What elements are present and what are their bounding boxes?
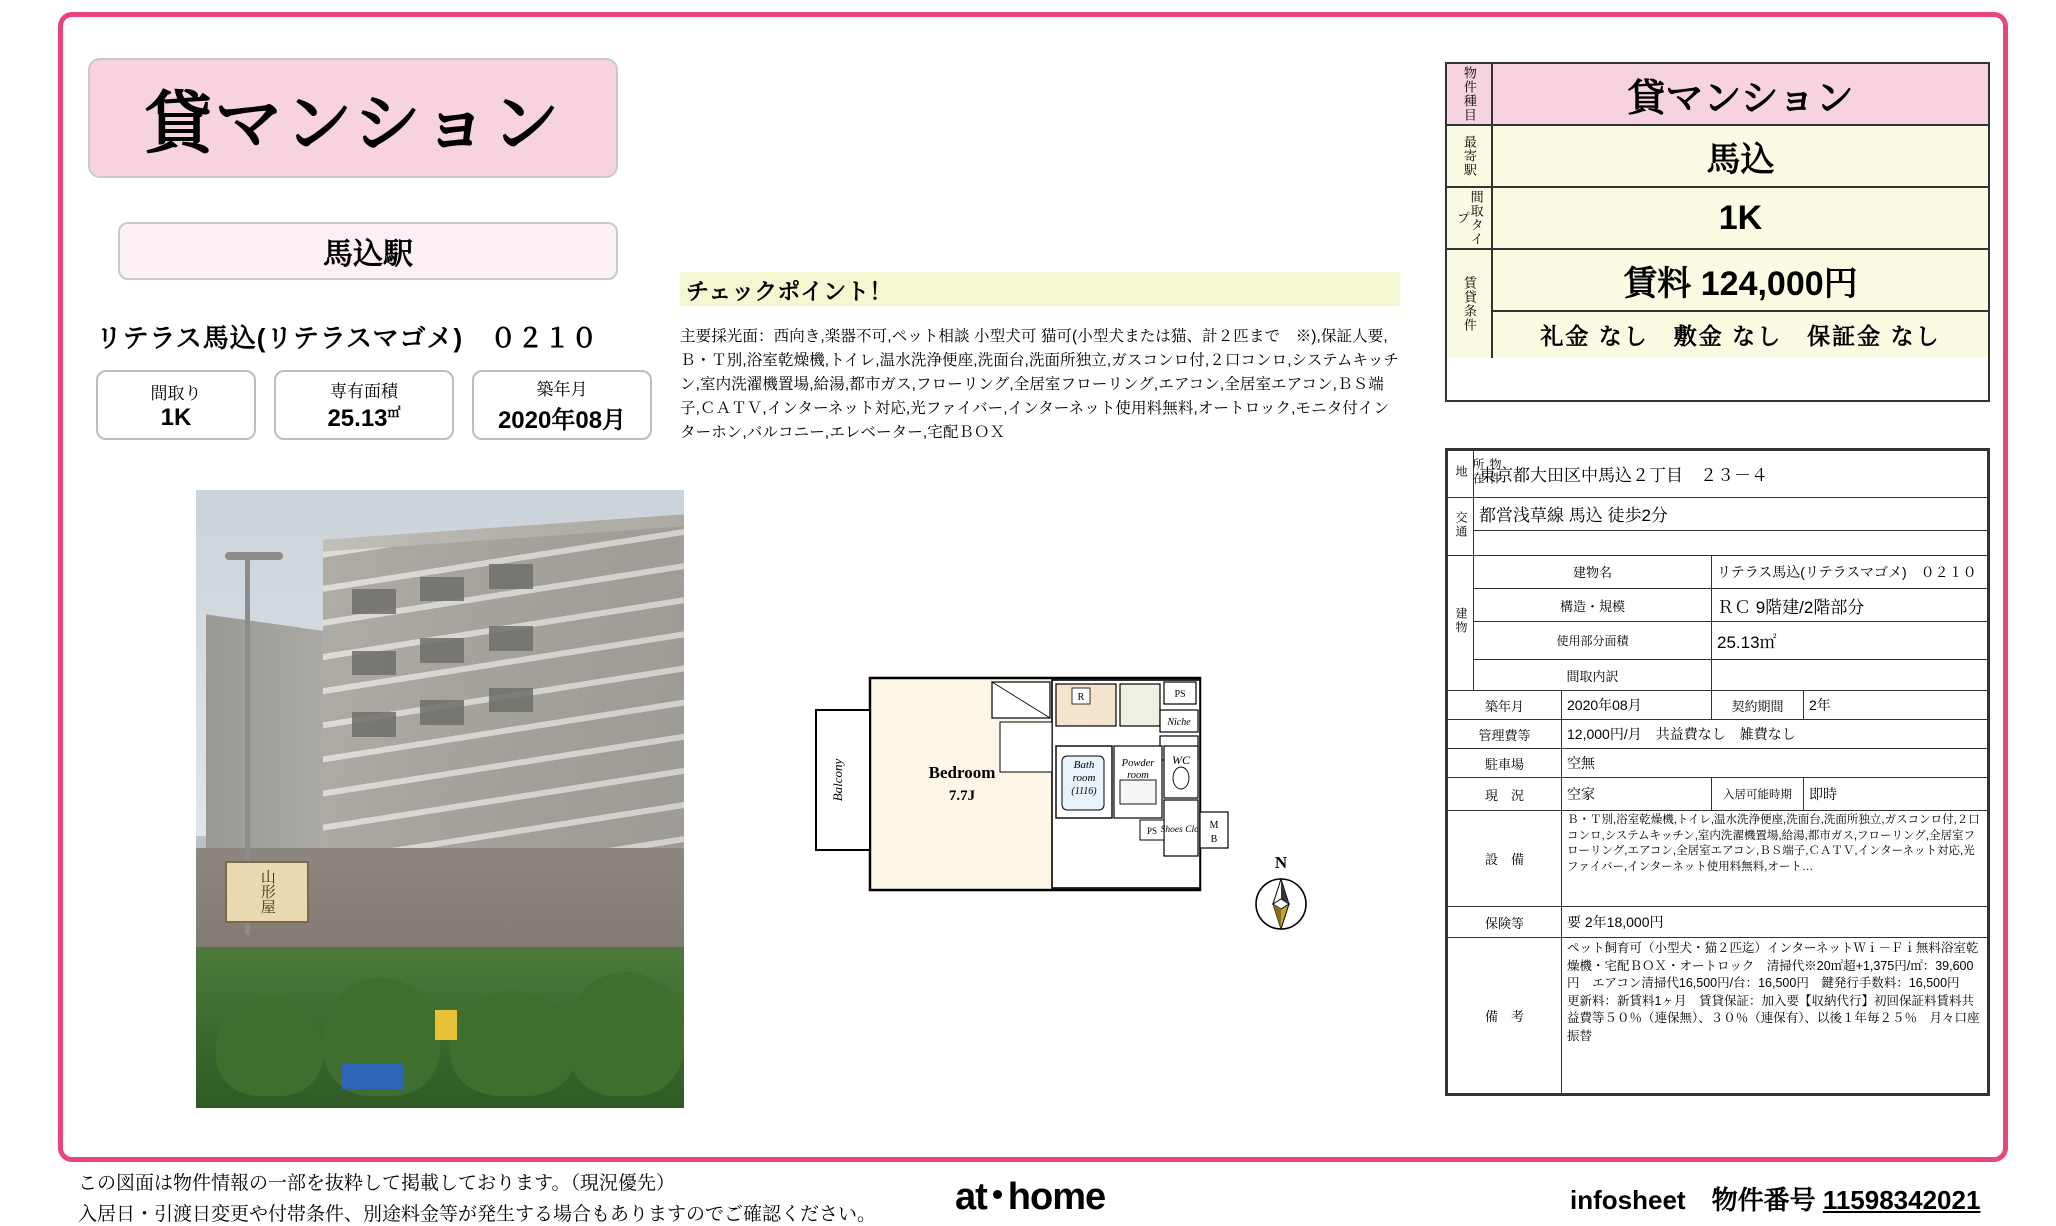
detail-address-value: 東京都大田区中馬込２丁目 ２３－４: [1474, 451, 1988, 498]
athome-logo-dot: [993, 1190, 1002, 1199]
photo-window: [489, 626, 533, 651]
detail-area-value: 25.13㎡: [1712, 622, 1988, 660]
station-name: 馬込駅: [323, 238, 413, 271]
detail-contract-label: 契約期間: [1712, 691, 1804, 720]
photo-yellow-sign: [435, 1010, 457, 1040]
detail-row-mgmt: [1448, 720, 1988, 749]
footer-note-1: この図面は物件情報の一部を抜粋して掲載しております。（現況優先）: [78, 1173, 675, 1194]
checkpoint-title: チェックポイント！: [686, 277, 893, 304]
athome-logo-at: at: [955, 1176, 987, 1218]
photo-bush: [450, 991, 577, 1096]
summary-row-station: [1447, 126, 1988, 188]
footer-note-2: 入居日・引渡日変更や付帯条件、別途料金等が発生する場合もありますのでご確認ください。: [78, 1204, 877, 1225]
summary-deposit-value: 礼金 なし 敷金 なし 保証金 なし: [1540, 322, 1941, 349]
summary-row-type-label: 物件種目: [1447, 64, 1493, 124]
detail-movein-label: 入居可能時期: [1712, 777, 1804, 810]
infosheet-label: infosheet 物件番号: [1570, 1185, 1816, 1215]
pill-layout-label: 間取り: [150, 383, 202, 403]
detail-area-label: 使用部分面積: [1474, 622, 1712, 660]
detail-row-transport2: [1448, 531, 1988, 555]
detail-building-name-value: リテラス馬込(リテラスマゴメ) ０２１０: [1712, 555, 1988, 588]
detail-transport-label: 交通: [1448, 497, 1474, 555]
summary-row-station-value: 馬込: [1706, 140, 1775, 179]
svg-text:Shoes Clo.: Shoes Clo.: [1160, 825, 1202, 835]
checkpoint-body: 主要採光面：西向き,楽器不可,ペット相談 小型犬可 猫可(小型犬または猫、計２匹まで ※),保証人要,Ｂ・Ｔ別,浴室乾燥機,トイレ,温水洗浄便座,洗面台,洗面所独立,ガスコンロ付,２口コンロ,システムキッチン,室内洗濯機置場,給湯,都市ガス,フローリング,全居室フローリング,エアコン,全居室エアコン,ＢＳ端子,ＣＡＴＶ,インターネット対応,光ファイバー,インターネット使用料無料,オートロック,モニタ付インターホン,バルコニー,エレベーター,宅配ＢＯＸ: [680, 328, 1400, 442]
photo-pole-arm: [225, 552, 283, 560]
detail-row-address: [1448, 451, 1988, 498]
photo-window: [489, 564, 533, 589]
summary-row-layout-value: 1K: [1718, 198, 1763, 237]
detail-row-layout: [1448, 660, 1988, 691]
detail-layout-label: 間取内訳: [1474, 660, 1712, 691]
svg-text:R: R: [1077, 692, 1085, 703]
photo-shop-sign: 山形屋: [225, 861, 309, 923]
building-name-heading: リテラス馬込(リテラスマゴメ) ０２１０: [96, 323, 599, 353]
photo-window: [420, 700, 464, 725]
pill-built: [472, 370, 652, 440]
detail-transport-value: 都営浅草線 馬込 徒歩2分: [1474, 497, 1988, 530]
svg-text:WC: WC: [1172, 753, 1190, 767]
detail-layout-value: [1712, 660, 1988, 691]
svg-text:B: B: [1210, 834, 1218, 845]
property-number: 11598342021: [1822, 1185, 1981, 1215]
summary-row-layout: [1447, 188, 1988, 250]
detail-equip-label: 設 備: [1448, 811, 1562, 907]
detail-row-insurance: [1448, 907, 1988, 938]
detail-parking-label: 駐車場: [1448, 749, 1562, 778]
svg-text:N: N: [1274, 853, 1288, 872]
detail-remarks-value: ペット飼育可（小型犬・猫２匹迄）インターネットＷｉ－Ｆｉ無料浴室乾燥機・宅配ＢＯＸ・オートロック 清掃代※20㎡超+1,375円/㎡：39,600円 エアコン清掃代16,500円/台：16,500円 鍵発行手数料：16,500円 更新料：新賃料1ヶ月 賃貸保証：加入要【収納代行】初回保証料賃料共益費等５０％（連保無）、３０％（連保有）、以後１年毎２５％ 月々口座振替: [1562, 938, 1988, 1094]
photo-window: [420, 577, 464, 602]
summary-pills: [96, 370, 656, 440]
detail-built-label: 築年月: [1448, 691, 1562, 720]
compass: [1242, 852, 1320, 938]
detail-row-built: [1448, 691, 1988, 720]
athome-logo-home: home: [1007, 1176, 1106, 1218]
svg-text:Bath: Bath: [1073, 759, 1095, 771]
summary-table: [1445, 62, 1990, 402]
photo-window: [352, 651, 396, 676]
station-banner: [118, 222, 618, 280]
detail-insurance-value: 要 2年18,000円: [1562, 907, 1988, 938]
detail-row-structure: [1448, 588, 1988, 621]
summary-rent-value: 賃料 124,000円: [1493, 250, 1988, 312]
athome-logo: [955, 1176, 1105, 1219]
detail-row-parking: [1448, 749, 1988, 778]
detail-contract-value: 2年: [1804, 691, 1988, 720]
summary-row-rent-block: [1447, 250, 1988, 358]
pill-area-unit: ㎡: [387, 405, 401, 420]
detail-structure-value: ＲＣ 9階建/2階部分: [1712, 588, 1988, 621]
pill-area: [274, 370, 454, 440]
svg-text:7.7J: 7.7J: [948, 788, 976, 804]
svg-text:PS: PS: [1146, 826, 1158, 836]
detail-row-transport: [1448, 497, 1988, 530]
summary-row-station-label: 最寄駅: [1447, 126, 1493, 186]
infosheet-footer: [1570, 1180, 1980, 1217]
svg-text:(1116): (1116): [1071, 786, 1097, 797]
detail-mgmt-value: 12,000円/月 共益費なし 雑費なし: [1562, 720, 1988, 749]
detail-built-value: 2020年08月: [1562, 691, 1712, 720]
svg-text:Niche: Niche: [1167, 717, 1191, 728]
detail-row-remarks: [1448, 938, 1988, 1094]
svg-text:room: room: [1072, 772, 1096, 784]
pill-area-label: 専有面積: [330, 382, 398, 401]
property-type-banner: [88, 58, 618, 178]
svg-text:room: room: [1127, 770, 1149, 781]
pill-built-value: 2020年08月: [497, 407, 627, 434]
detail-transport-value-2: [1474, 531, 1988, 555]
detail-row-equip: [1448, 811, 1988, 907]
building-photo: [196, 490, 684, 1108]
detail-parking-value: 空無: [1562, 749, 1988, 778]
checkpoint-header: [680, 272, 1400, 306]
detail-row-building-name: [1448, 555, 1988, 588]
detail-row-status: [1448, 777, 1988, 810]
detail-insurance-label: 保険等: [1448, 907, 1562, 938]
pill-layout: [96, 370, 256, 440]
detail-equip-value: Ｂ・Ｔ別,浴室乾燥機,トイレ,温水洗浄便座,洗面台,洗面所独立,ガスコンロ付,２口コンロ,システムキッチン,室内洗濯機置場,給湯,都市ガス,フローリング,全居室フローリング,エアコン,全居室エアコン,ＢＳ端子,ＣＡＴＶ,インターネット対応,光ファイバー,インターネット使用料無料,オート…: [1562, 811, 1988, 907]
detail-building-name-label: 建物名: [1474, 555, 1712, 588]
photo-window: [489, 688, 533, 713]
detail-remarks-label: 備 考: [1448, 938, 1562, 1094]
photo-window: [352, 712, 396, 737]
summary-row-rent-label: 賃貸条件: [1447, 250, 1493, 358]
detail-structure-label: 構造・規模: [1474, 588, 1712, 621]
photo-bush: [567, 972, 684, 1096]
photo-bush: [216, 997, 323, 1096]
detail-movein-value: 即時: [1804, 777, 1988, 810]
photo-blue-board: [342, 1063, 404, 1089]
property-type-title: 貸マンション: [144, 84, 562, 164]
svg-text:M: M: [1209, 820, 1219, 831]
summary-row-layout-label: 間取タイプ: [1447, 188, 1493, 248]
svg-text:Bedroom: Bedroom: [928, 763, 996, 782]
detail-building-label: 建物: [1448, 555, 1474, 691]
svg-text:Powder: Powder: [1121, 758, 1155, 769]
photo-window: [352, 589, 396, 614]
detail-status-value: 空家: [1562, 777, 1712, 810]
detail-mgmt-label: 管理費等: [1448, 720, 1562, 749]
svg-text:Balcony: Balcony: [830, 758, 845, 802]
pill-built-label: 築年月: [536, 380, 588, 399]
detail-table: [1445, 448, 1990, 1096]
pill-layout-value: 1K: [160, 403, 192, 431]
detail-status-label: 現 況: [1448, 777, 1562, 810]
detail-row-area: [1448, 622, 1988, 660]
summary-row-type-value: 貸マンション: [1627, 75, 1854, 120]
summary-row-type: [1447, 64, 1988, 126]
svg-text:PS: PS: [1174, 689, 1186, 700]
detail-address-label: 物件所在地: [1448, 451, 1474, 498]
photo-window: [420, 638, 464, 663]
pill-area-value: 25.13㎡: [327, 405, 401, 432]
